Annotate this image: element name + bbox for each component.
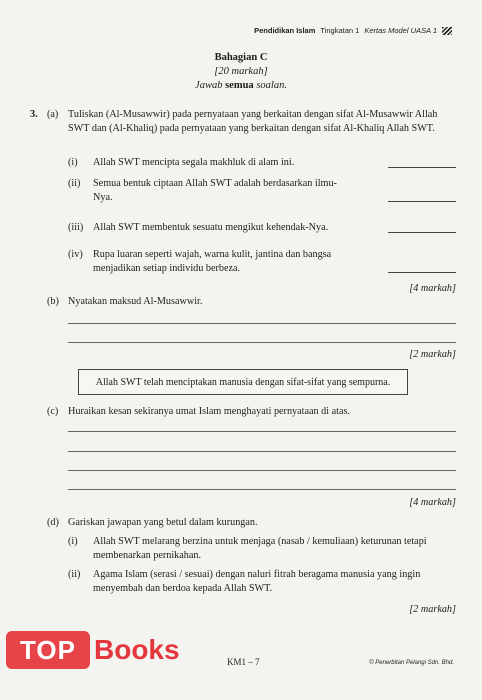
part-d-marks: [2 markah]: [409, 604, 456, 615]
a-item-2-text: Semua bentuk ciptaan Allah SWT adalah berdasarkan ilmu-Nya.: [93, 178, 337, 203]
part-a-label: (a): [47, 109, 59, 120]
section-instruction: Jawab semua soalan.: [195, 80, 287, 91]
part-d-text: Gariskan jawapan yang betul dalam kurungan.: [68, 517, 258, 528]
d-item-2-text: Agama Islam (serasi / sesuai) dengan naluri fitrah beragama manusia yang ingin menyembah dan berdoa kepada Allah SWT.: [93, 569, 421, 594]
part-c-text: Huraikan kesan sekiranya umat Islam menghayati pernyataan di atas.: [68, 406, 351, 417]
level-label: Tingkatan 1: [320, 26, 360, 35]
a-item-3-label: (iii): [68, 222, 84, 233]
a-item-3-answer-line[interactable]: [388, 232, 456, 233]
a-item-4-text: Rupa luaran seperti wajah, warna kulit, jantina dan bangsa menjadikan setiap individu berbeza.: [93, 249, 332, 274]
part-d-label: (d): [47, 517, 59, 528]
part-a-marks: [4 markah]: [409, 283, 456, 294]
part-c-answer-line-2[interactable]: [68, 451, 456, 452]
publisher-stripes-icon: [442, 27, 452, 35]
part-c-answer-line-4[interactable]: [68, 489, 456, 490]
topbooks-logo: TOP Books: [6, 625, 190, 671]
a-item-1-answer-line[interactable]: [388, 167, 456, 168]
statement-box: Allah SWT telah menciptakan manusia dengan sifat-sifat yang sempurna.: [78, 369, 408, 395]
part-c-answer-line-1[interactable]: [68, 431, 456, 432]
paper-label: Kertas Model UASA 1: [364, 26, 437, 35]
part-b-text: Nyatakan maksud Al-Musawwir.: [68, 296, 203, 307]
copyright: © Penerbitan Pelangi Sdn. Bhd.: [369, 660, 454, 666]
a-item-2-label: (ii): [68, 178, 81, 189]
a-item-1-label: (i): [68, 157, 78, 168]
a-item-4-label: (iv): [68, 249, 83, 260]
a-item-1-text: Allah SWT mencipta segala makhluk di alam ini.: [93, 157, 295, 168]
a-item-3-text: Allah SWT membentuk sesuatu mengikut kehendak-Nya.: [93, 222, 329, 233]
part-c-answer-line-3[interactable]: [68, 470, 456, 471]
d-item-1-text: Allah SWT melarang berzina untuk menjaga (nasab / kemuliaan) keturunan tetapi membenarkan pernikahan.: [93, 536, 427, 561]
part-b-answer-line-1[interactable]: [68, 323, 456, 324]
part-b-answer-line-2[interactable]: [68, 342, 456, 343]
part-c-label: (c): [47, 406, 59, 417]
question-number: 3.: [30, 109, 38, 120]
page-number: KM1 – 7: [227, 657, 260, 667]
d-item-2-label: (ii): [68, 569, 81, 580]
a-item-4-answer-line[interactable]: [388, 272, 456, 273]
part-a-text: Tuliskan (Al-Musawwir) pada pernyataan yang berkaitan dengan sifat Al-Musawwir Allah SWT dan (Al-Khaliq) pada pernyataan yang berkaitan dengan sifat Al-Khaliq Allah SWT.: [68, 109, 438, 134]
section-marks: [20 markah]: [214, 66, 268, 77]
a-item-2-answer-line[interactable]: [388, 201, 456, 202]
part-b-marks: [2 markah]: [409, 349, 456, 360]
part-c-marks: [4 markah]: [409, 497, 456, 508]
subject-title: Pendidikan Islam: [254, 26, 316, 35]
page-header: [254, 26, 452, 35]
section-title: Bahagian C: [214, 52, 268, 63]
d-item-1-label: (i): [68, 536, 78, 547]
part-b-label: (b): [47, 296, 59, 307]
